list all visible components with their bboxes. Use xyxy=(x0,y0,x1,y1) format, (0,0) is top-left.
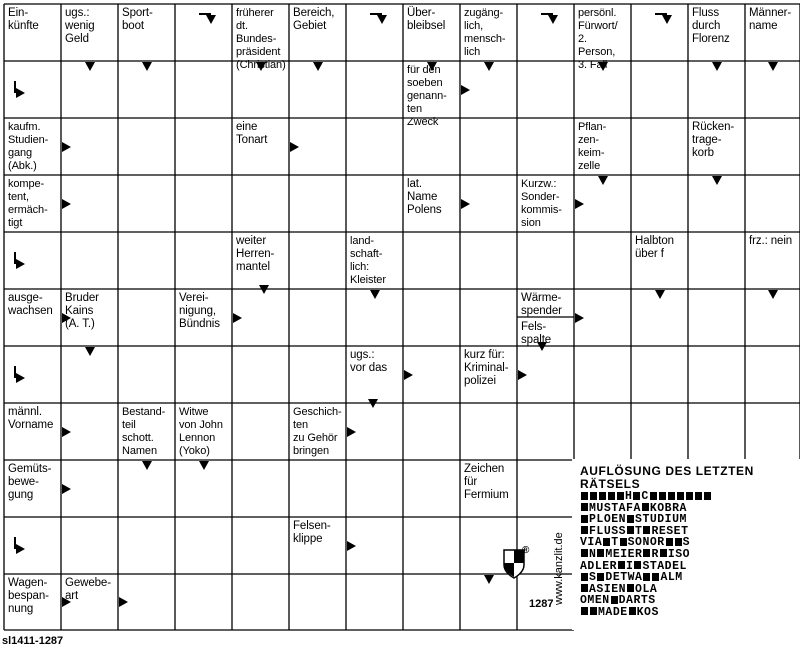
solution-block-icon xyxy=(627,526,634,534)
clue-c36: Felsen- klippe xyxy=(293,520,331,545)
down-arrow-icon xyxy=(427,62,437,71)
solution-block-icon xyxy=(660,549,667,557)
solution-block-icon xyxy=(677,492,684,500)
clue-c19: weiter Herren- mantel xyxy=(236,235,275,273)
solution-block-icon xyxy=(675,538,682,546)
clue-c25: Verei- nigung, Bündnis xyxy=(179,292,220,330)
solution-block-icon xyxy=(627,515,634,523)
solution-block-icon xyxy=(617,492,624,500)
solution-block-icon xyxy=(634,561,641,569)
clue-c18: Kurzw.: Sonder- kommis- sion xyxy=(521,178,562,229)
solution-block-icon xyxy=(704,492,711,500)
clue-c15: Rücken- trage- korb xyxy=(692,121,735,159)
solution-block-icon xyxy=(608,492,615,500)
solution-block-icon xyxy=(581,526,588,534)
solution-block-icon xyxy=(603,538,610,546)
right-arrow-icon xyxy=(233,313,242,323)
right-arrow-icon xyxy=(347,427,356,437)
down-arrow-icon xyxy=(598,176,608,185)
right-arrow-icon xyxy=(119,597,128,607)
bent-down-arrow-icon xyxy=(541,13,557,27)
solution-row: H C xyxy=(580,491,712,503)
down-arrow-icon xyxy=(313,62,323,71)
solution-row: ADLER I STADEL xyxy=(580,559,687,573)
solution-block-icon xyxy=(652,573,659,581)
clue-c4: früherer dt. Bundes- präsident (Christian) xyxy=(236,7,286,71)
solution-block-icon xyxy=(581,549,588,557)
solution-row: VIA T SONOR S xyxy=(580,536,691,550)
solution-block-icon xyxy=(590,607,597,615)
solution-block-icon xyxy=(581,607,588,615)
solution-block-icon xyxy=(666,538,673,546)
clue-c34: Gemüts- bewe- gung xyxy=(8,463,52,501)
clue-c37: Wagen- bespan- nung xyxy=(8,577,49,615)
solution-block-icon xyxy=(581,503,588,511)
solution-row: PLOEN STUDIUM xyxy=(580,514,712,526)
solution-block-icon xyxy=(618,561,625,569)
down-arrow-icon xyxy=(199,461,209,470)
right-arrow-icon xyxy=(575,313,584,323)
right-arrow-icon xyxy=(575,199,584,209)
down-arrow-icon xyxy=(598,62,608,71)
clue-c17: lat. Name Polens xyxy=(407,178,442,216)
solution-block-icon xyxy=(590,492,597,500)
solution-block-icon xyxy=(581,573,588,581)
footer-code: sl1411-1287 xyxy=(2,635,64,647)
solution-block-icon xyxy=(597,549,604,557)
right-arrow-icon xyxy=(518,370,527,380)
solution-block-icon xyxy=(695,492,702,500)
clue-c7: zugäng- lich, mensch- lich xyxy=(464,7,506,58)
clue-c21: Halbton über f xyxy=(635,235,674,260)
clue-c32: Witwe von John Lennon (Yoko) xyxy=(179,406,223,457)
clue-c23: ausge- wachsen xyxy=(8,292,53,317)
solution-block-icon xyxy=(643,549,650,557)
down-arrow-icon xyxy=(484,62,494,71)
solution-block-icon xyxy=(650,492,657,500)
solution-block-icon xyxy=(642,503,649,511)
clue-c14: Pflan- zen- keim- zelle xyxy=(578,121,607,172)
solution-block-icon xyxy=(611,596,618,604)
bent-right-arrow-icon xyxy=(14,252,28,268)
right-arrow-icon xyxy=(62,142,71,152)
solution-block-icon xyxy=(581,515,588,523)
down-arrow-icon xyxy=(768,62,778,71)
right-arrow-icon xyxy=(461,199,470,209)
right-arrow-icon xyxy=(347,541,356,551)
website-text[interactable]: www.kanzlit.de xyxy=(553,532,565,605)
clue-c29: kurz für: Kriminal- polizei xyxy=(464,349,509,387)
solution-row: OMEN DARTS xyxy=(580,594,656,608)
down-arrow-icon xyxy=(259,285,269,294)
bent-right-arrow-icon xyxy=(14,81,28,97)
clue-c22: frz.: nein xyxy=(749,235,793,247)
clue-c31: Bestand- teil schott. Namen xyxy=(122,406,166,457)
solution-row: MADE KOS xyxy=(580,607,712,619)
right-arrow-icon xyxy=(62,484,71,494)
solution-row: N MEIER R ISO xyxy=(580,549,712,561)
clue-c11: für den soeben genann- ten Zweck xyxy=(407,64,447,128)
registered-mark: ® xyxy=(522,545,530,556)
down-arrow-icon xyxy=(712,62,722,71)
down-arrow-icon xyxy=(655,290,665,299)
solution-block-icon xyxy=(643,573,650,581)
down-arrow-icon xyxy=(85,62,95,71)
solution-grid xyxy=(580,491,712,619)
solution-row: ASIEN OLA xyxy=(580,584,712,596)
clue-c5: Bereich, Gebiet xyxy=(293,7,335,32)
clue-c2: ugs.: wenig Geld xyxy=(65,7,95,45)
bent-down-arrow-icon xyxy=(199,13,215,27)
right-arrow-icon xyxy=(62,597,71,607)
solution-block-icon xyxy=(633,492,640,500)
down-arrow-icon xyxy=(484,575,494,584)
solution-block-icon xyxy=(597,573,604,581)
clue-c38: Gewebe- art xyxy=(65,577,111,602)
clue-c1: Ein- künfte xyxy=(8,7,39,32)
down-arrow-icon xyxy=(768,290,778,299)
solution-row: MUSTAFA KOBRA xyxy=(580,503,712,515)
solution-block-icon xyxy=(620,538,627,546)
solution-row: S DETWA ALM xyxy=(580,572,712,584)
solution-row: FLUSS T RESET xyxy=(580,526,712,538)
right-arrow-icon xyxy=(290,142,299,152)
clue-c33: Geschich- ten zu Gehör bringen xyxy=(293,406,342,457)
clue-c13: eine Tonart xyxy=(236,121,268,146)
right-arrow-icon xyxy=(404,370,413,380)
bent-right-arrow-icon xyxy=(14,366,28,382)
right-arrow-icon xyxy=(62,199,71,209)
solution-block-icon xyxy=(599,492,606,500)
clue-c8: persönl. Fürwort/ 2. Person, 3. Fall xyxy=(578,7,618,71)
solution-title: AUFLÖSUNG DES LETZTEN RÄTSELS xyxy=(580,464,754,491)
solution-block-icon xyxy=(659,492,666,500)
down-arrow-icon xyxy=(370,290,380,299)
clue-c24: Bruder Kains (A. T.) xyxy=(65,292,99,330)
down-arrow-icon xyxy=(256,62,266,71)
clue-c20: land- schaft- lich: Kleister xyxy=(350,235,386,286)
down-arrow-icon xyxy=(142,461,152,470)
clue-c12: kaufm. Studien- gang (Abk.) xyxy=(8,121,49,172)
bent-down-arrow-icon xyxy=(370,13,386,27)
bent-down-arrow-icon xyxy=(655,13,671,27)
solution-block-icon xyxy=(581,492,588,500)
clue-c26: Wärme- spender xyxy=(521,292,562,317)
solution-block-icon xyxy=(668,492,675,500)
clue-c3: Sport- boot xyxy=(122,7,153,32)
down-arrow-icon xyxy=(142,62,152,71)
down-arrow-icon xyxy=(368,399,378,408)
clue-c27: Fels- spalte xyxy=(521,320,552,346)
right-arrow-icon xyxy=(62,427,71,437)
solution-panel xyxy=(572,459,800,630)
down-arrow-icon xyxy=(537,342,547,351)
clue-c30: männl. Vorname xyxy=(8,406,54,431)
down-arrow-icon xyxy=(85,347,95,356)
clue-c9: Fluss durch Florenz xyxy=(692,7,730,45)
clue-c28: ugs.: vor das xyxy=(350,349,388,374)
bent-right-arrow-icon xyxy=(14,537,28,553)
down-arrow-icon xyxy=(712,176,722,185)
clue-c10: Männer- name xyxy=(749,7,792,32)
right-arrow-icon xyxy=(461,85,470,95)
clue-c35: Zeichen für Fermium xyxy=(464,463,509,501)
solution-block-icon xyxy=(686,492,693,500)
clue-c6: Über- bleibsel xyxy=(407,7,446,32)
clue-c16: kompe- tent, ermäch- tigt xyxy=(8,178,48,229)
solution-block-icon xyxy=(627,584,634,592)
solution-block-icon xyxy=(629,607,636,615)
solution-block-icon xyxy=(581,584,588,592)
right-arrow-icon xyxy=(62,313,71,323)
issue-number: 1287 xyxy=(529,598,554,610)
solution-block-icon xyxy=(643,526,650,534)
